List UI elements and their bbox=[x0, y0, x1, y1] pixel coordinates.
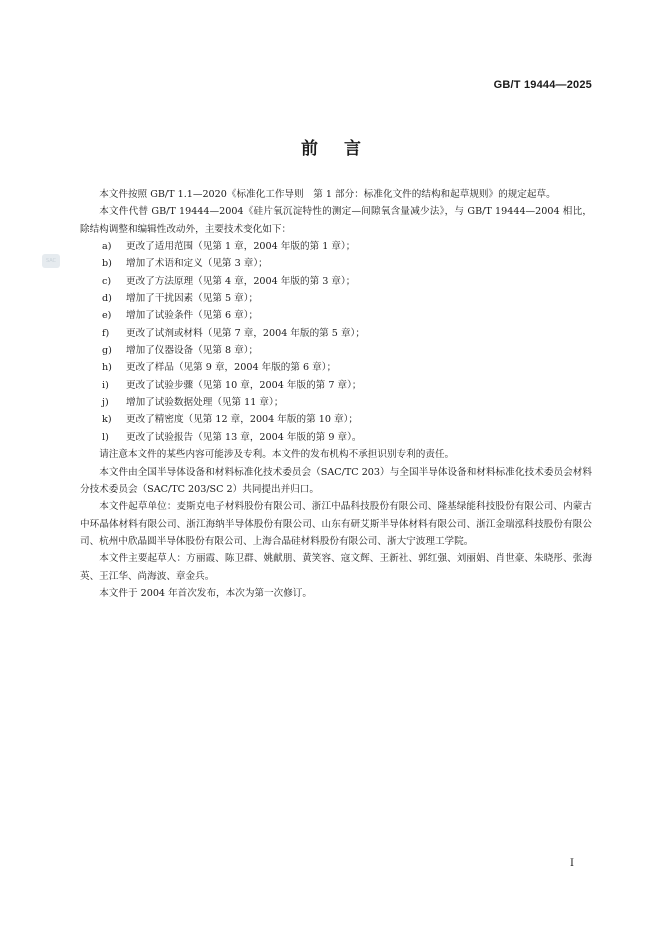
list-marker: i) bbox=[102, 379, 109, 391]
list-item bbox=[80, 394, 592, 411]
paragraph-replacement: 本文件代替 GB/T 19444—2004《硅片氧沉淀特性的测定—间隙氧含量减少法》，与 GB/T 19444—2004 相比，除结构调整和编辑性改动外，主要技术变化如下： bbox=[80, 206, 592, 235]
list-item-text: 更改了样品（见第 9 章，2004 年版的第 6 章）； bbox=[126, 362, 337, 374]
list-item-text: 增加了术语和定义（见第 3 章）； bbox=[126, 258, 268, 270]
list-marker: d) bbox=[102, 293, 112, 305]
list-marker: e) bbox=[102, 310, 112, 322]
list-item bbox=[80, 342, 592, 359]
paragraph-proposer: 本文件由全国半导体设备和材料标准化技术委员会（SAC/TC 203）与全国半导体设备和材料标准化技术委员会材料分技术委员会（SAC/TC 203/SC 2）共同提出并归口。 bbox=[80, 466, 592, 495]
page-number: I bbox=[570, 858, 574, 869]
changes-list bbox=[80, 238, 592, 446]
standard-number: GB/T 19444—2025 bbox=[493, 79, 592, 91]
list-item-text: 更改了方法原理（见第 4 章，2004 年版的第 3 章）； bbox=[126, 275, 356, 287]
list-marker: j) bbox=[102, 397, 109, 409]
list-item bbox=[80, 238, 592, 255]
paragraph-drafters: 本文件主要起草人：方丽霞、陈卫群、姚献朋、黄笑容、寇文辉、王新社、郭红强、刘丽娟、肖世豪、朱晓彤、张海英、王江华、尚海波、章金兵。 bbox=[80, 553, 592, 582]
list-item-text: 增加了试验条件（见第 6 章）； bbox=[126, 310, 259, 322]
list-item bbox=[80, 359, 592, 376]
paragraph-revision-history: 本文件于 2004 年首次发布，本次为第一次修订。 bbox=[99, 587, 312, 599]
list-item-text: 更改了试验步骤（见第 10 章，2004 年版的第 7 章）； bbox=[126, 379, 362, 391]
list-marker: g) bbox=[102, 345, 112, 357]
list-item-text: 更改了精密度（见第 12 章，2004 年版的第 10 章）； bbox=[126, 414, 358, 426]
paragraph-patent-notice: 请注意本文件的某些内容可能涉及专利。本文件的发布机构不承担识别专利的责任。 bbox=[99, 449, 455, 461]
list-marker: b) bbox=[102, 258, 112, 270]
list-item-text: 更改了适用范围（见第 1 章，2004 年版的第 1 章）； bbox=[126, 241, 356, 253]
list-item-text: 增加了干扰因素（见第 5 章）； bbox=[126, 293, 259, 305]
paragraph-drafting-units: 本文件起草单位：麦斯克电子材料股份有限公司、浙江中晶科技股份有限公司、隆基绿能科技股份有限公司、内蒙古中环晶体材料有限公司、浙江海纳半导体股份有限公司、山东有研艾斯半导体材料有限公司、浙江金瑞泓科技股份有限公司、杭州中欣晶圆半导体股份有限公司、上海合晶硅材料股份有限公司、浙大宁波理工学院。 bbox=[80, 501, 592, 547]
list-marker: c) bbox=[102, 275, 112, 287]
list-item bbox=[80, 255, 592, 272]
list-item bbox=[80, 411, 592, 428]
list-item bbox=[80, 325, 592, 342]
list-marker: l) bbox=[102, 431, 109, 443]
list-marker: f) bbox=[102, 327, 110, 339]
list-item bbox=[80, 290, 592, 307]
watermark-stamp-icon: SAC bbox=[42, 254, 60, 268]
list-item bbox=[80, 429, 592, 446]
list-marker: k) bbox=[102, 414, 112, 426]
paragraph-drafting-basis: 本文件按照 GB/T 1.1—2020《标准化工作导则 第 1 部分：标准化文件的结构和起草规则》的规定起草。 bbox=[99, 189, 556, 200]
document-body bbox=[80, 186, 592, 602]
list-item-text: 更改了试验报告（见第 13 章，2004 年版的第 9 章）。 bbox=[126, 431, 362, 443]
list-item bbox=[80, 377, 592, 394]
list-item-text: 增加了仪器设备（见第 8 章）； bbox=[126, 345, 259, 357]
list-marker: a) bbox=[102, 241, 112, 253]
list-item bbox=[80, 273, 592, 290]
list-item-text: 增加了试验数据处理（见第 11 章）； bbox=[126, 397, 284, 409]
list-item bbox=[80, 307, 592, 324]
list-marker: h) bbox=[102, 362, 112, 374]
page-title: 前言 bbox=[301, 139, 387, 159]
list-item-text: 更改了试剂或材料（见第 7 章，2004 年版的第 5 章）； bbox=[126, 327, 365, 339]
